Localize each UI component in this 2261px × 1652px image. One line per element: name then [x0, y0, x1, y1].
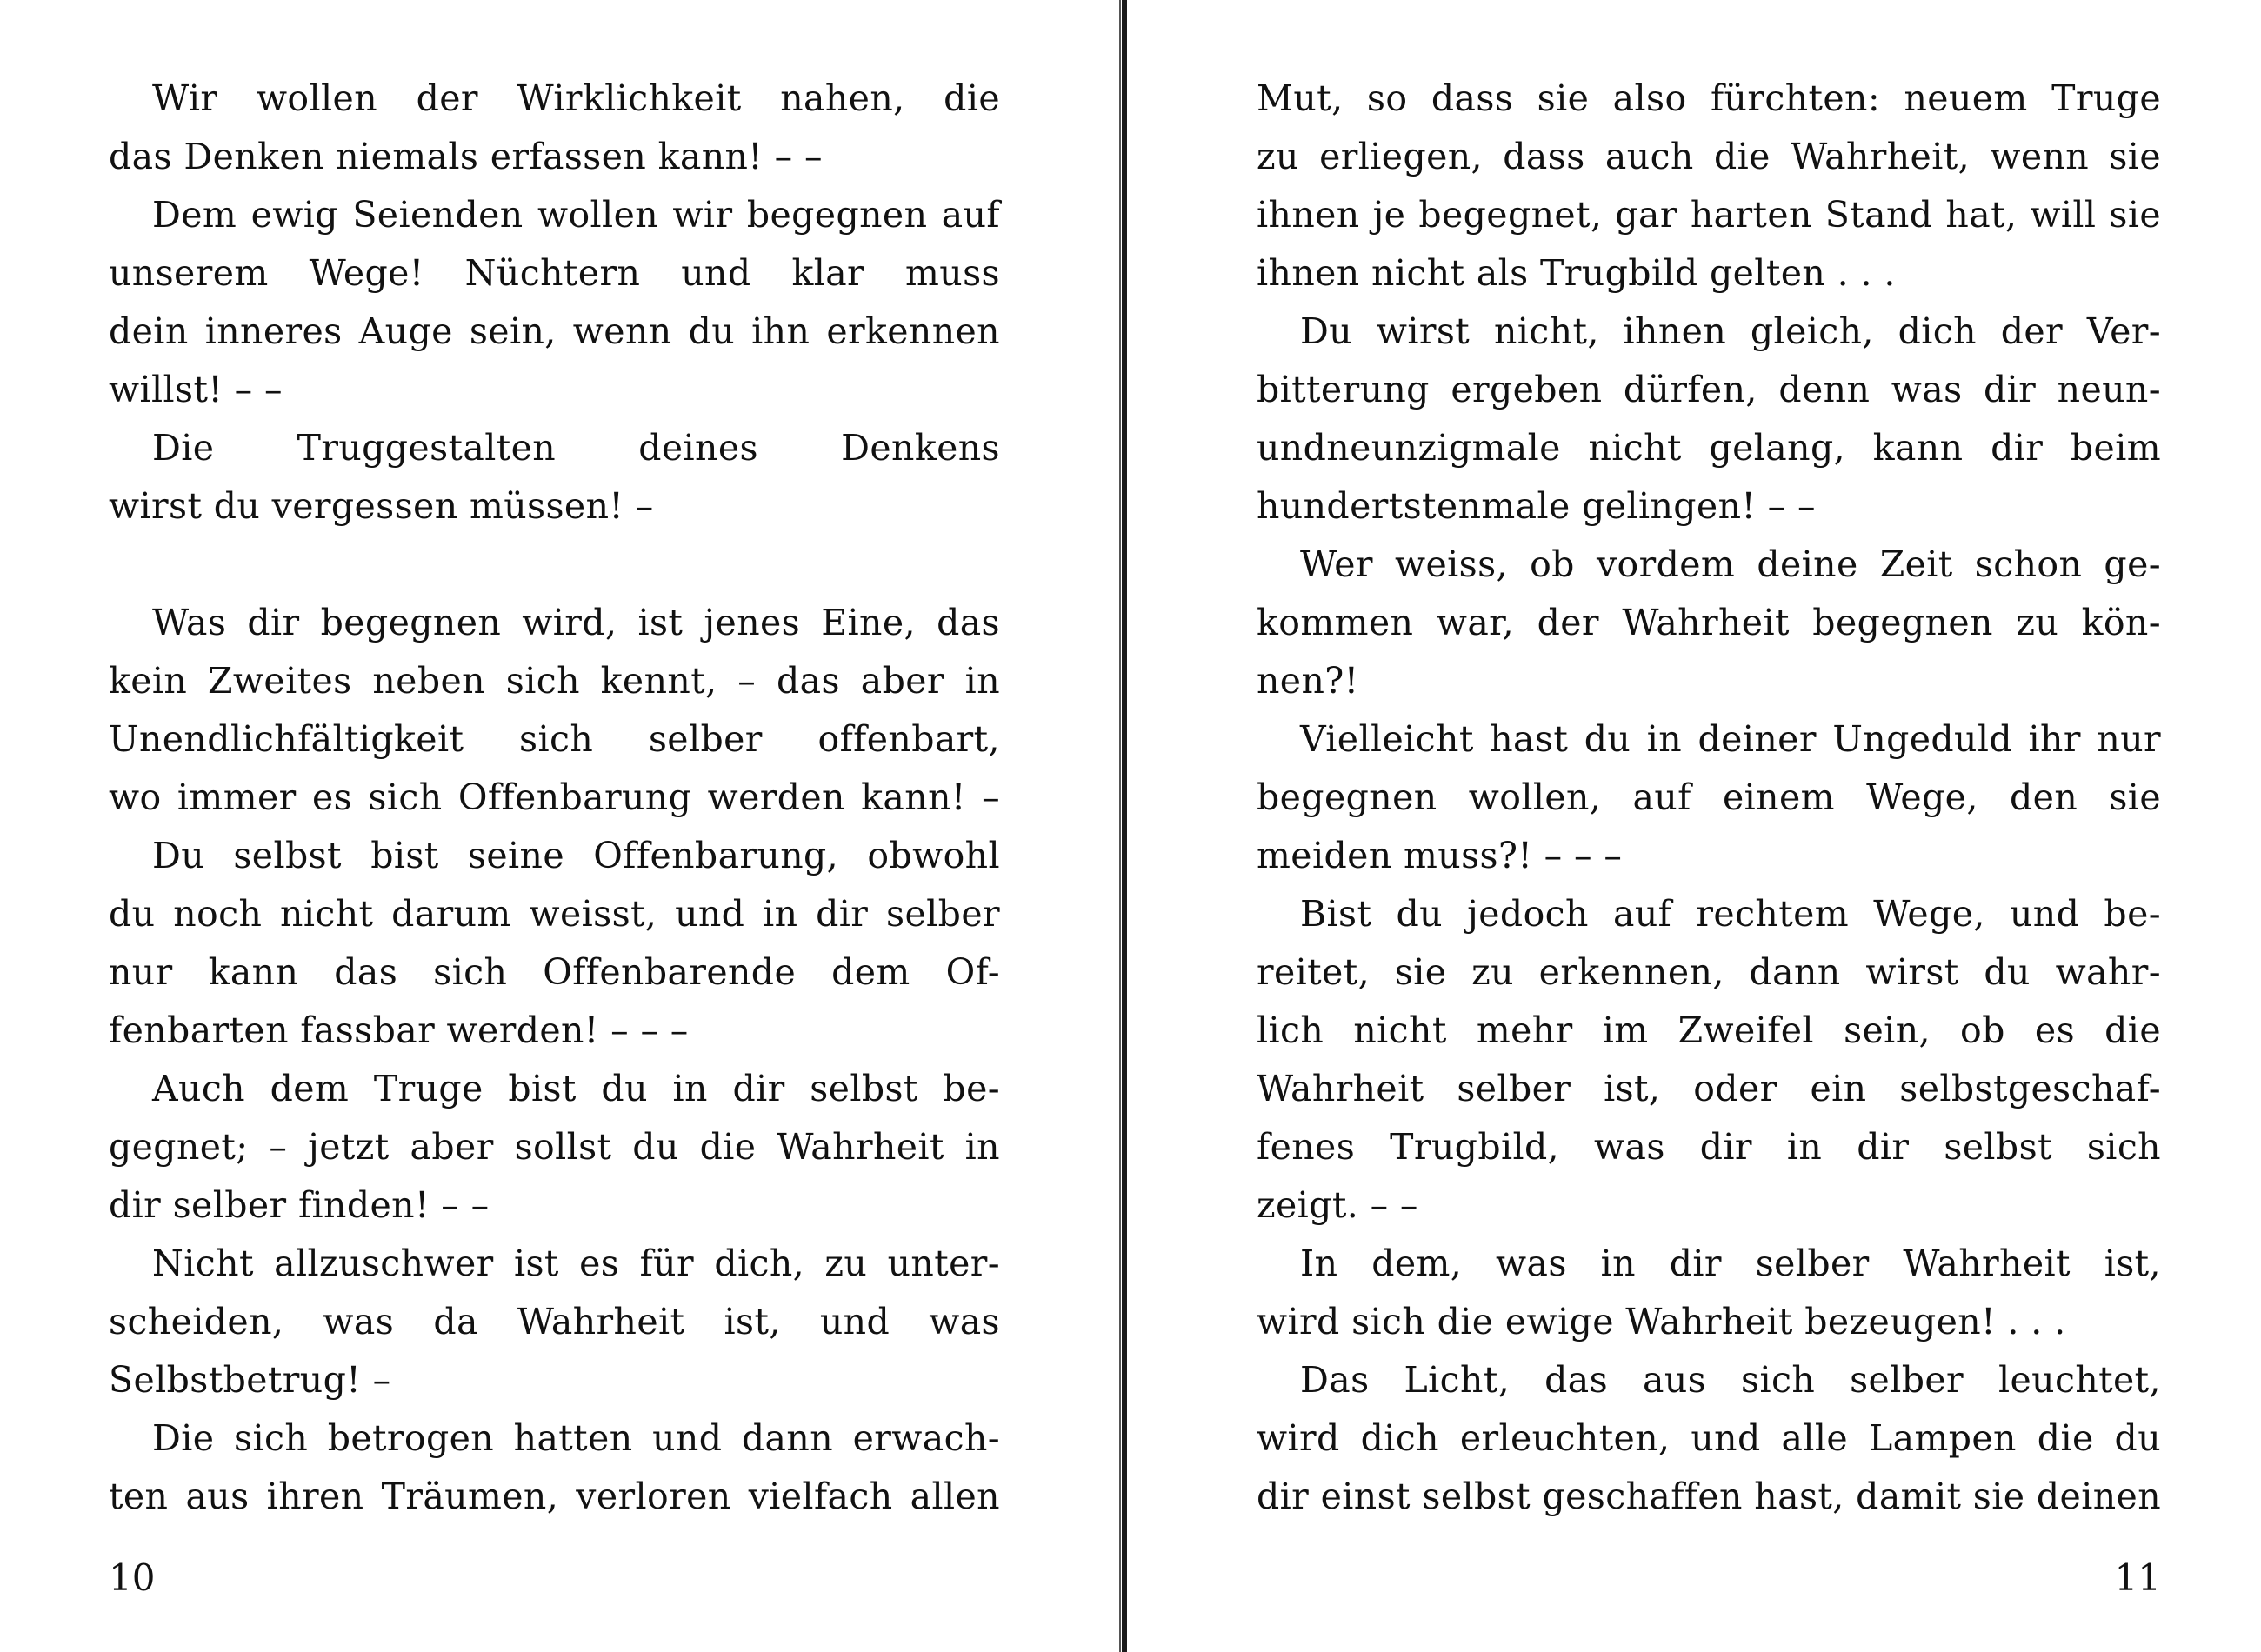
text-line: nen?! [1257, 660, 1359, 702]
left-page [109, 0, 1000, 1652]
text-line: Wer weiss, ob vordem deine Zeit schon ge- [1300, 543, 2161, 585]
text-line: wird sich die ewige Wahrheit bezeugen! . . . [1257, 1301, 2066, 1342]
text-line: willst! – – [109, 369, 283, 410]
right-page-text [1257, 70, 2161, 1526]
text-line: Mut, so dass sie also fürchten: neuem Truge [1257, 77, 2161, 119]
text-line: dein inneres Auge sein, wenn du ihn erkennen [109, 310, 1000, 352]
text-line: kein Zweites neben sich kennt, – das aber in [109, 660, 1000, 702]
text-line: hundertstenmale gelingen! – – [1257, 485, 1816, 527]
text-line: meiden muss?! – – – [1257, 835, 1623, 876]
text-line: nur kann das sich Offenbarende dem Of- [109, 951, 1000, 993]
text-line: dir einst selbst geschaffen hast, damit sie deinen [1257, 1475, 2161, 1517]
text-line: scheiden, was da Wahrheit ist, und was [109, 1301, 1000, 1342]
text-line: reitet, sie zu erkennen, dann wirst du wahr- [1257, 951, 2161, 993]
text-line: unserem Wege! Nüchtern und klar muss [109, 252, 1000, 294]
text-line [109, 536, 1000, 594]
text-line: wirst du vergessen müssen! – [109, 485, 654, 527]
text-line: fenes Trugbild, was dir in dir selbst sich [1257, 1126, 2161, 1168]
text-line: wo immer es sich Offenbarung werden kann! – [109, 776, 1000, 818]
text-line: kommen war, der Wahrheit begegnen zu kön- [1257, 602, 2161, 643]
text-line: gegnet; – jetzt aber sollst du die Wahrheit in [109, 1126, 1000, 1168]
text-line: Auch dem Truge bist du in dir selbst be- [152, 1068, 1000, 1109]
text-line: Selbstbetrug! – [109, 1359, 391, 1401]
text-line: ten aus ihren Träumen, verloren vielfach allen [109, 1475, 1000, 1517]
right-page [1257, 0, 2161, 1652]
text-line: fenbarten fassbar werden! – – – [109, 1009, 689, 1051]
text-line: wird dich erleuchten, und alle Lampen die du [1257, 1417, 2161, 1459]
text-line: dir selber finden! – – [109, 1184, 490, 1226]
text-line: zeigt. – – [1257, 1184, 1418, 1226]
text-line: Unendlichfältigkeit sich selber offenbart, [109, 718, 1000, 760]
text-line: undneunzigmale nicht gelang, kann dir beim [1257, 427, 2161, 469]
right-page-number: 11 [2114, 1556, 2161, 1599]
text-line: In dem, was in dir selber Wahrheit ist, [1300, 1242, 2161, 1284]
text-line: Die Truggestalten deines Denkens [152, 427, 1000, 469]
text-line: Wahrheit selber ist, oder ein selbstgeschaf- [1257, 1068, 2161, 1109]
text-line: zu erliegen, dass auch die Wahrheit, wenn sie [1257, 136, 2161, 177]
text-line: das Denken niemals erfassen kann! – – [109, 136, 823, 177]
text-line: Die sich betrogen hatten und dann erwach- [152, 1417, 1000, 1459]
text-line: Vielleicht hast du in deiner Ungeduld ihr nur [1300, 718, 2161, 760]
text-line: Was dir begegnen wird, ist jenes Eine, das [152, 602, 1000, 643]
left-page-text [109, 70, 1000, 1526]
text-line: lich nicht mehr im Zweifel sein, ob es die [1257, 1009, 2161, 1051]
text-line: Du wirst nicht, ihnen gleich, dich der Ver- [1300, 310, 2161, 352]
text-line: bitterung ergeben dürfen, denn was dir neun- [1257, 369, 2161, 410]
left-page-number: 10 [109, 1556, 156, 1599]
text-line: ihnen je begegnet, gar harten Stand hat, will sie [1257, 194, 2161, 236]
text-line: Dem ewig Seienden wollen wir begegnen auf [152, 194, 1000, 236]
text-line: du noch nicht darum weisst, und in dir selber [109, 893, 1000, 935]
text-line: begegnen wollen, auf einem Wege, den sie [1257, 776, 2161, 818]
text-line: Bist du jedoch auf rechtem Wege, und be- [1300, 893, 2161, 935]
book-gutter [1122, 0, 1127, 1652]
text-line: Wir wollen der Wirklichkeit nahen, die [152, 77, 1000, 119]
text-line: Nicht allzuschwer ist es für dich, zu unter- [152, 1242, 1000, 1284]
text-line: Das Licht, das aus sich selber leuchtet, [1300, 1359, 2161, 1401]
text-line: Du selbst bist seine Offenbarung, obwohl [152, 835, 1000, 876]
text-line: ihnen nicht als Trugbild gelten . . . [1257, 252, 1896, 294]
